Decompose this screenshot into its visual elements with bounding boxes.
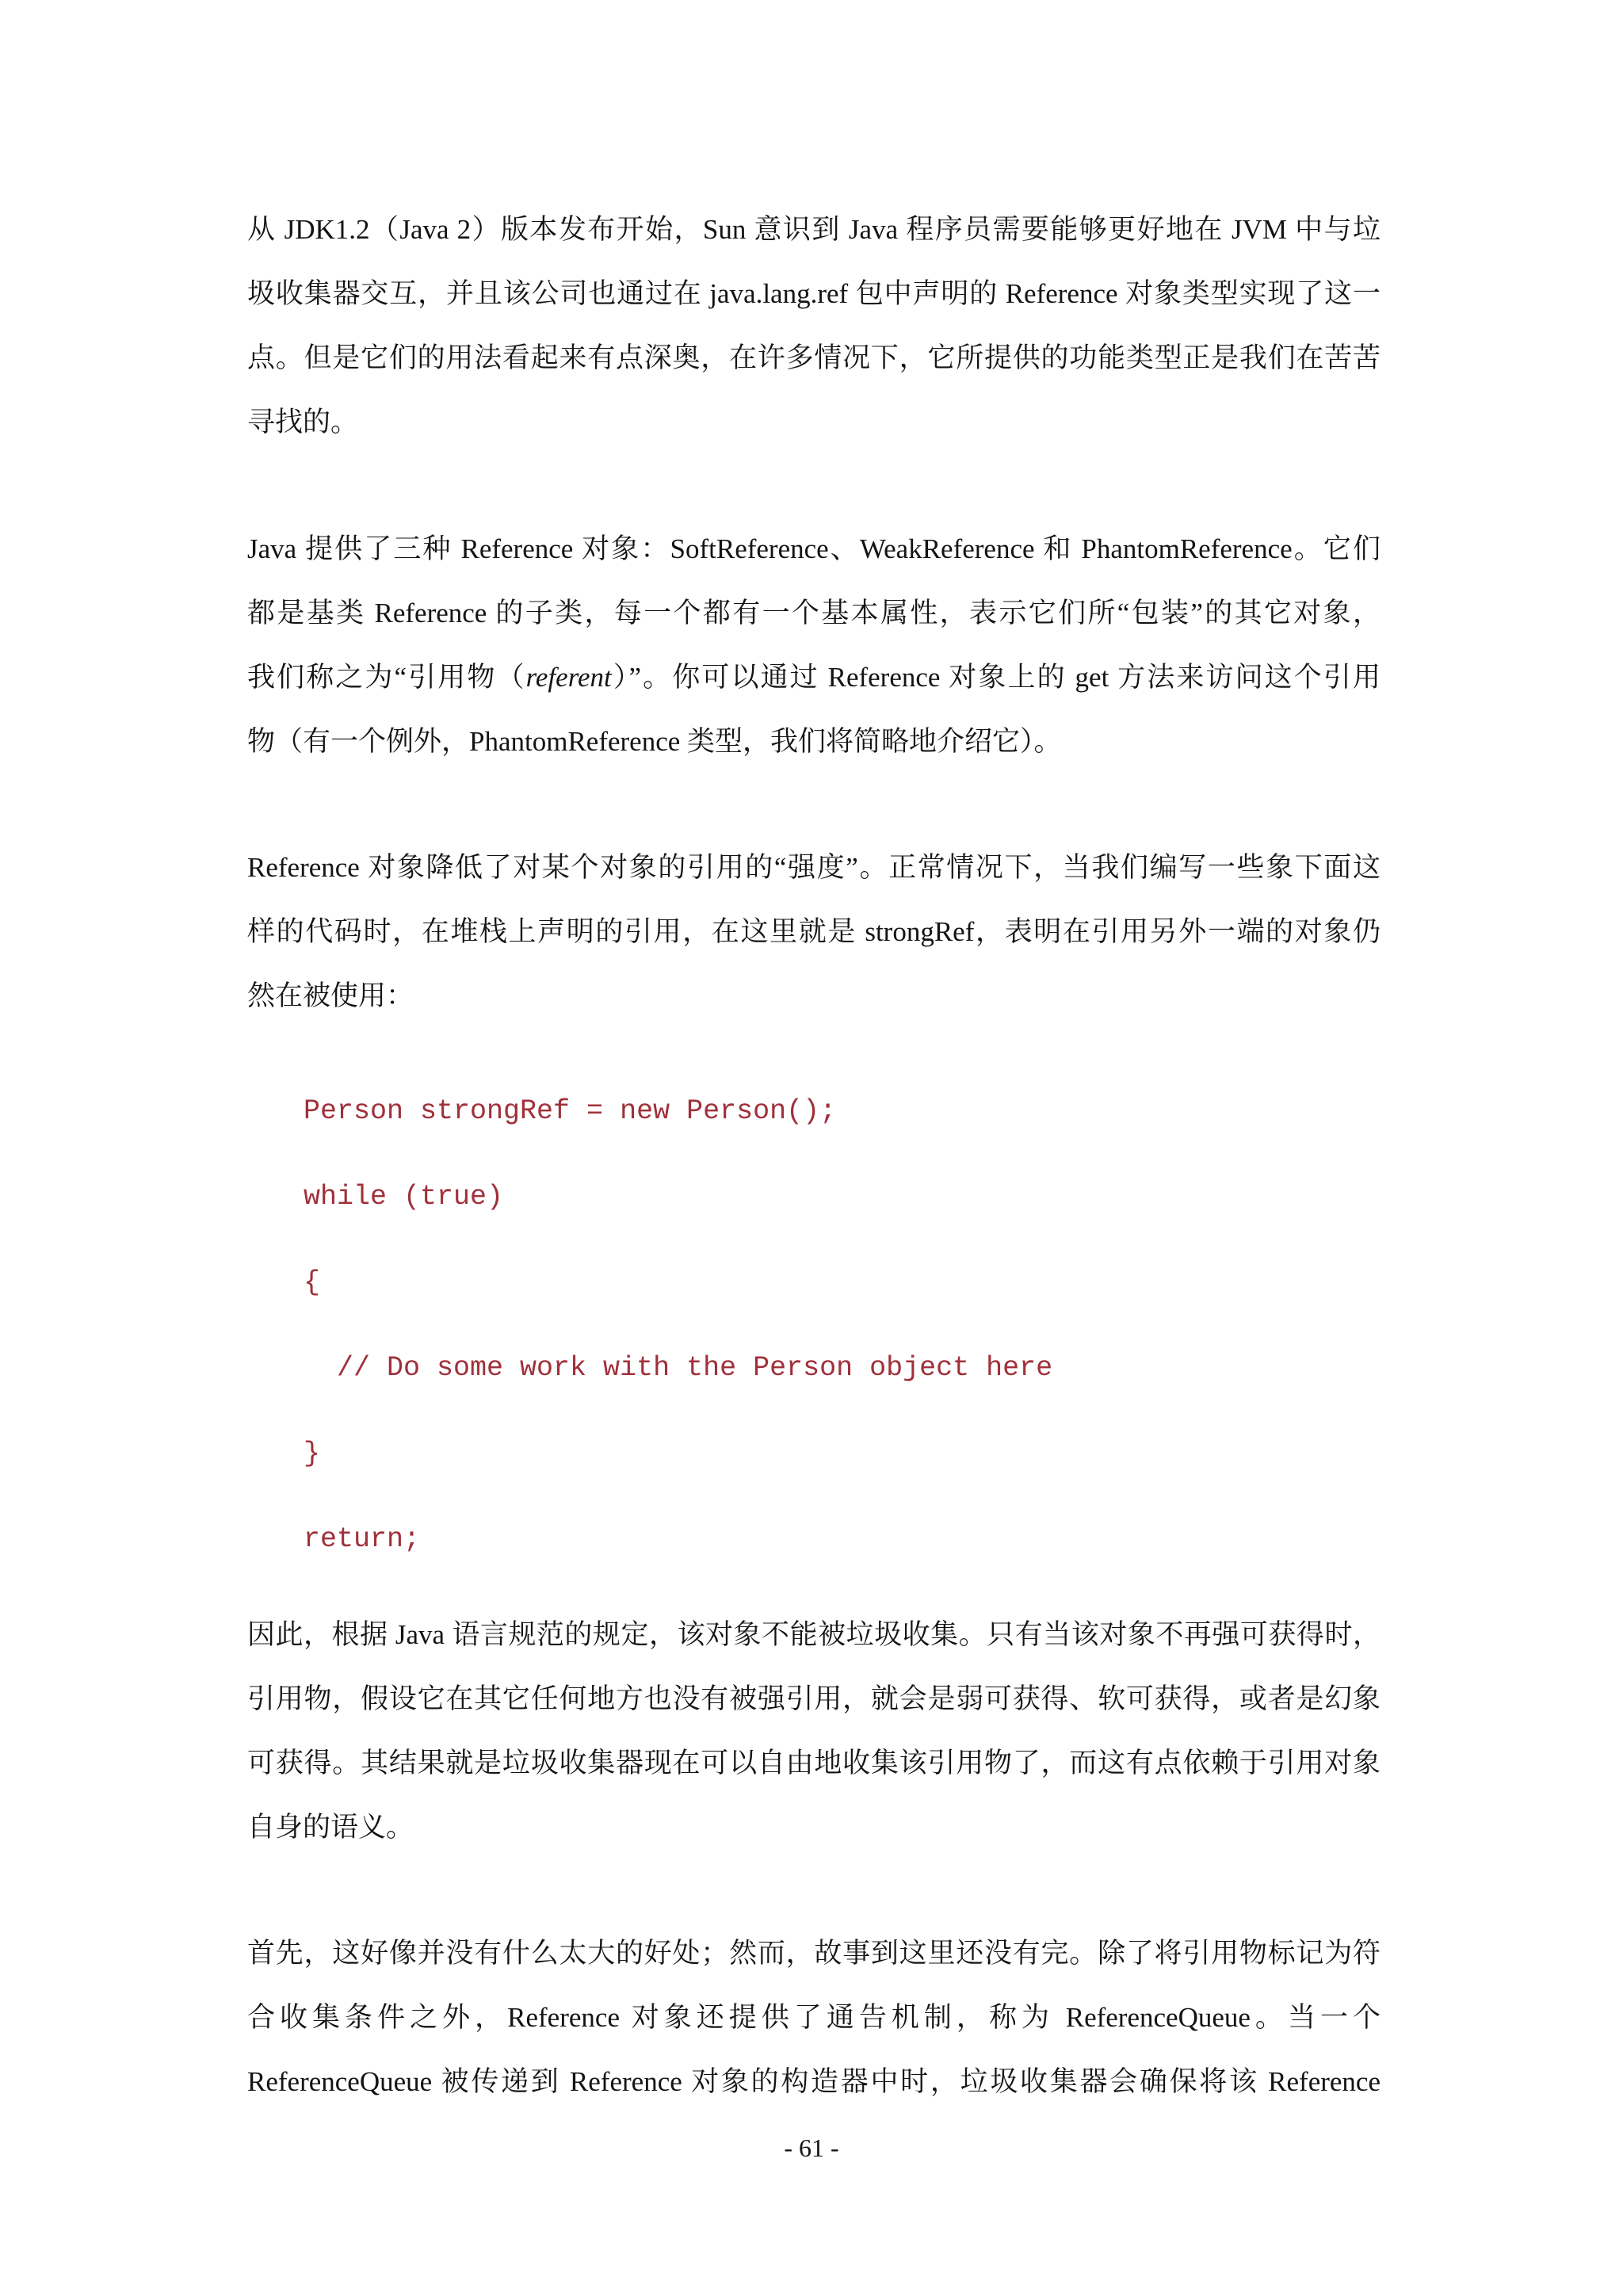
text-segment: 我们称之为“引用物（ (247, 662, 526, 693)
text-line: 都是基类 Reference 的子类，每一个都有一个基本属性，表示它们所“包装”的其它对象， (247, 598, 1381, 628)
text-line-referent (247, 645, 1381, 709)
text-line: Java 提供了三种 Reference 对象：SoftReference、WeakReference 和 PhantomReference。它们 (247, 533, 1381, 564)
code-line: } (304, 1438, 321, 1469)
code-line: Person strongRef = new Person(); (304, 1095, 837, 1127)
text-line: ReferenceQueue 被传递到 Reference 对象的构造器中时，垃圾收集器会确保将该 Reference (247, 2066, 1381, 2097)
text-line: 合收集条件之外，Reference 对象还提供了通告机制，称为 ReferenceQueue。当一个 (247, 2002, 1381, 2033)
code-block (304, 1068, 1254, 1582)
text-line: 因此，根据 Java 语言规范的规定，该对象不能被垃圾收集。只有当该对象不再强可获得时， (247, 1619, 1381, 1650)
text-line: 物（有一个例外，PhantomReference 类型，我们将简略地介绍它）。 (247, 726, 1062, 757)
paragraph-reference-queue (247, 1921, 1381, 2114)
text-line: 从 JDK1.2（Java 2）版本发布开始，Sun 意识到 Java 程序员需要能够更好地在 JVM 中与垃 (247, 214, 1381, 245)
code-line: { (304, 1266, 321, 1298)
text-line: 可获得。其结果就是垃圾收集器现在可以自由地收集该引用物了，而这有点依赖于引用对象 (247, 1748, 1381, 1778)
text-line: 点。但是它们的用法看起来有点深奥，在许多情况下，它所提供的功能类型正是我们在苦苦 (247, 342, 1381, 373)
paragraph-reference-strength (247, 835, 1381, 1028)
page-number: - 61 - (784, 2134, 839, 2162)
text-line: 样的代码时，在堆栈上声明的引用，在这里就是 strongRef，表明在引用另外一端的对象仍 (247, 916, 1381, 947)
code-line: return; (304, 1523, 421, 1555)
text-line: 首先，这好像并没有什么太大的好处；然而，故事到这里还没有完。除了将引用物标记为符 (247, 1938, 1381, 1969)
text-line: Reference 对象降低了对某个对象的引用的“强度”。正常情况下，当我们编写一些象下面这 (247, 852, 1381, 883)
text-line: 寻找的。 (247, 407, 359, 437)
code-line: // Do some work with the Person object here (304, 1352, 1053, 1384)
text-line: 引用物，假设它在其它任何地方也没有被强引用，就会是弱可获得、软可获得，或者是幻象 (247, 1683, 1381, 1714)
text-line: 圾收集器交互，并且该公司也通过在 java.lang.ref 包中声明的 Reference 对象类型实现了这一 (247, 278, 1381, 309)
code-line: while (true) (304, 1181, 504, 1213)
text-line: 自身的语义。 (247, 1812, 414, 1843)
text-segment: ）”。你可以通过 Reference 对象上的 get 方法来访问这个引用 (611, 662, 1381, 693)
referent-term: referent (525, 662, 612, 693)
paragraph-gc-eligibility (247, 1603, 1381, 1859)
text-line: 然在被使用： (247, 980, 414, 1011)
paragraph-reference-types (247, 517, 1381, 774)
paragraph-jdk12-intro (247, 197, 1381, 454)
